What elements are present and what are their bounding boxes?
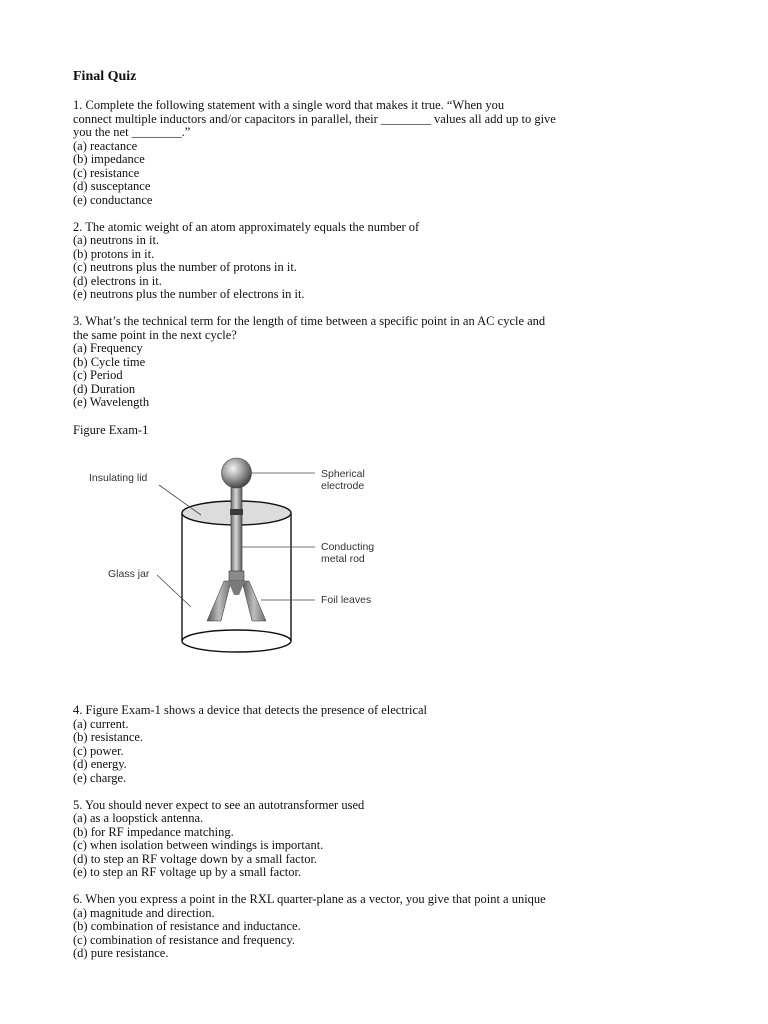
answer-option: (c) Period — [73, 368, 123, 382]
figure-caption: Figure Exam-1 — [73, 423, 149, 437]
label-conducting: Conducting — [321, 541, 375, 553]
question-text: 3. What’s the technical term for the length of time between a specific point in an AC cycle and — [73, 314, 546, 328]
answer-option: (a) Frequency — [73, 341, 143, 355]
label-foil-leaves: Foil leaves — [321, 594, 372, 606]
answer-option: (a) magnitude and direction. — [73, 905, 215, 920]
question-4 — [73, 704, 713, 785]
spherical-electrode — [222, 458, 252, 488]
answer-option: (d) Duration — [73, 381, 136, 396]
label-metal-rod: metal rod — [321, 553, 365, 565]
electroscope-figure — [81, 447, 401, 682]
answer-option: (d) susceptance — [73, 179, 151, 193]
answer-option: (d) to step an RF voltage down by a small factor. — [73, 851, 318, 866]
label-spherical: Spherical — [321, 468, 365, 480]
answer-option: (e) charge. — [73, 770, 127, 785]
label-insulating-lid: Insulating lid — [89, 472, 148, 484]
question-text: you the net ________.” — [73, 125, 191, 139]
answer-option: (e) neutrons plus the number of electrons in it. — [73, 287, 305, 301]
question-3 — [73, 315, 713, 410]
answer-option: (c) combination of resistance and frequency. — [73, 932, 296, 947]
answer-option: (b) combination of resistance and inductance. — [73, 919, 301, 933]
question-5 — [73, 799, 713, 880]
foil-leaves — [207, 581, 266, 621]
answer-option: (b) Cycle time — [73, 354, 146, 369]
answer-option: (b) protons in it. — [73, 246, 155, 261]
question-1 — [73, 99, 713, 207]
question-6 — [73, 893, 713, 961]
question-2 — [73, 221, 713, 302]
question-text: 5. You should never expect to see an autotransformer used — [73, 797, 365, 812]
answer-option: (b) impedance — [73, 152, 145, 166]
question-text: the same point in the next cycle? — [73, 327, 237, 342]
answer-option: (a) reactance — [73, 138, 138, 153]
answer-option: (a) as a loopstick antenna. — [73, 811, 204, 825]
conducting-rod — [231, 487, 242, 579]
answer-option: (d) pure resistance. — [73, 946, 169, 960]
question-text: connect multiple inductors and/or capacitors in parallel, their ________ values all add up to give — [73, 111, 556, 126]
answer-option: (e) to step an RF voltage up by a small factor. — [73, 865, 302, 879]
answer-option: (e) conductance — [73, 192, 153, 207]
answer-option: (b) for RF impedance matching. — [73, 824, 234, 839]
question-text: 2. The atomic weight of an atom approximately equals the number of — [73, 219, 420, 234]
label-glass-jar: Glass jar — [108, 568, 150, 580]
document-page — [73, 68, 713, 974]
answer-option: (d) electrons in it. — [73, 273, 162, 288]
answer-option: (d) energy. — [73, 757, 127, 771]
label-electrode: electrode — [321, 480, 365, 492]
answer-option: (c) neutrons plus the number of protons in it. — [73, 260, 297, 274]
question-text: 4. Figure Exam-1 shows a device that detects the presence of electrical — [73, 703, 428, 717]
question-text: 6. When you express a point in the RXL quarter-plane as a vector, you give that point a unique — [73, 892, 546, 906]
answer-option: (a) current. — [73, 716, 129, 731]
answer-option: (c) power. — [73, 743, 124, 758]
answer-option: (a) neutrons in it. — [73, 233, 160, 247]
answer-option: (c) when isolation between windings is important. — [73, 838, 324, 852]
electroscope-diagram — [81, 447, 401, 682]
answer-option: (c) resistance — [73, 165, 140, 180]
answer-option: (b) resistance. — [73, 730, 144, 744]
answer-option: (e) Wavelength — [73, 395, 150, 409]
question-text: 1. Complete the following statement with a single word that makes it true. “When you — [73, 98, 505, 112]
page-title: Final Quiz — [73, 69, 137, 84]
